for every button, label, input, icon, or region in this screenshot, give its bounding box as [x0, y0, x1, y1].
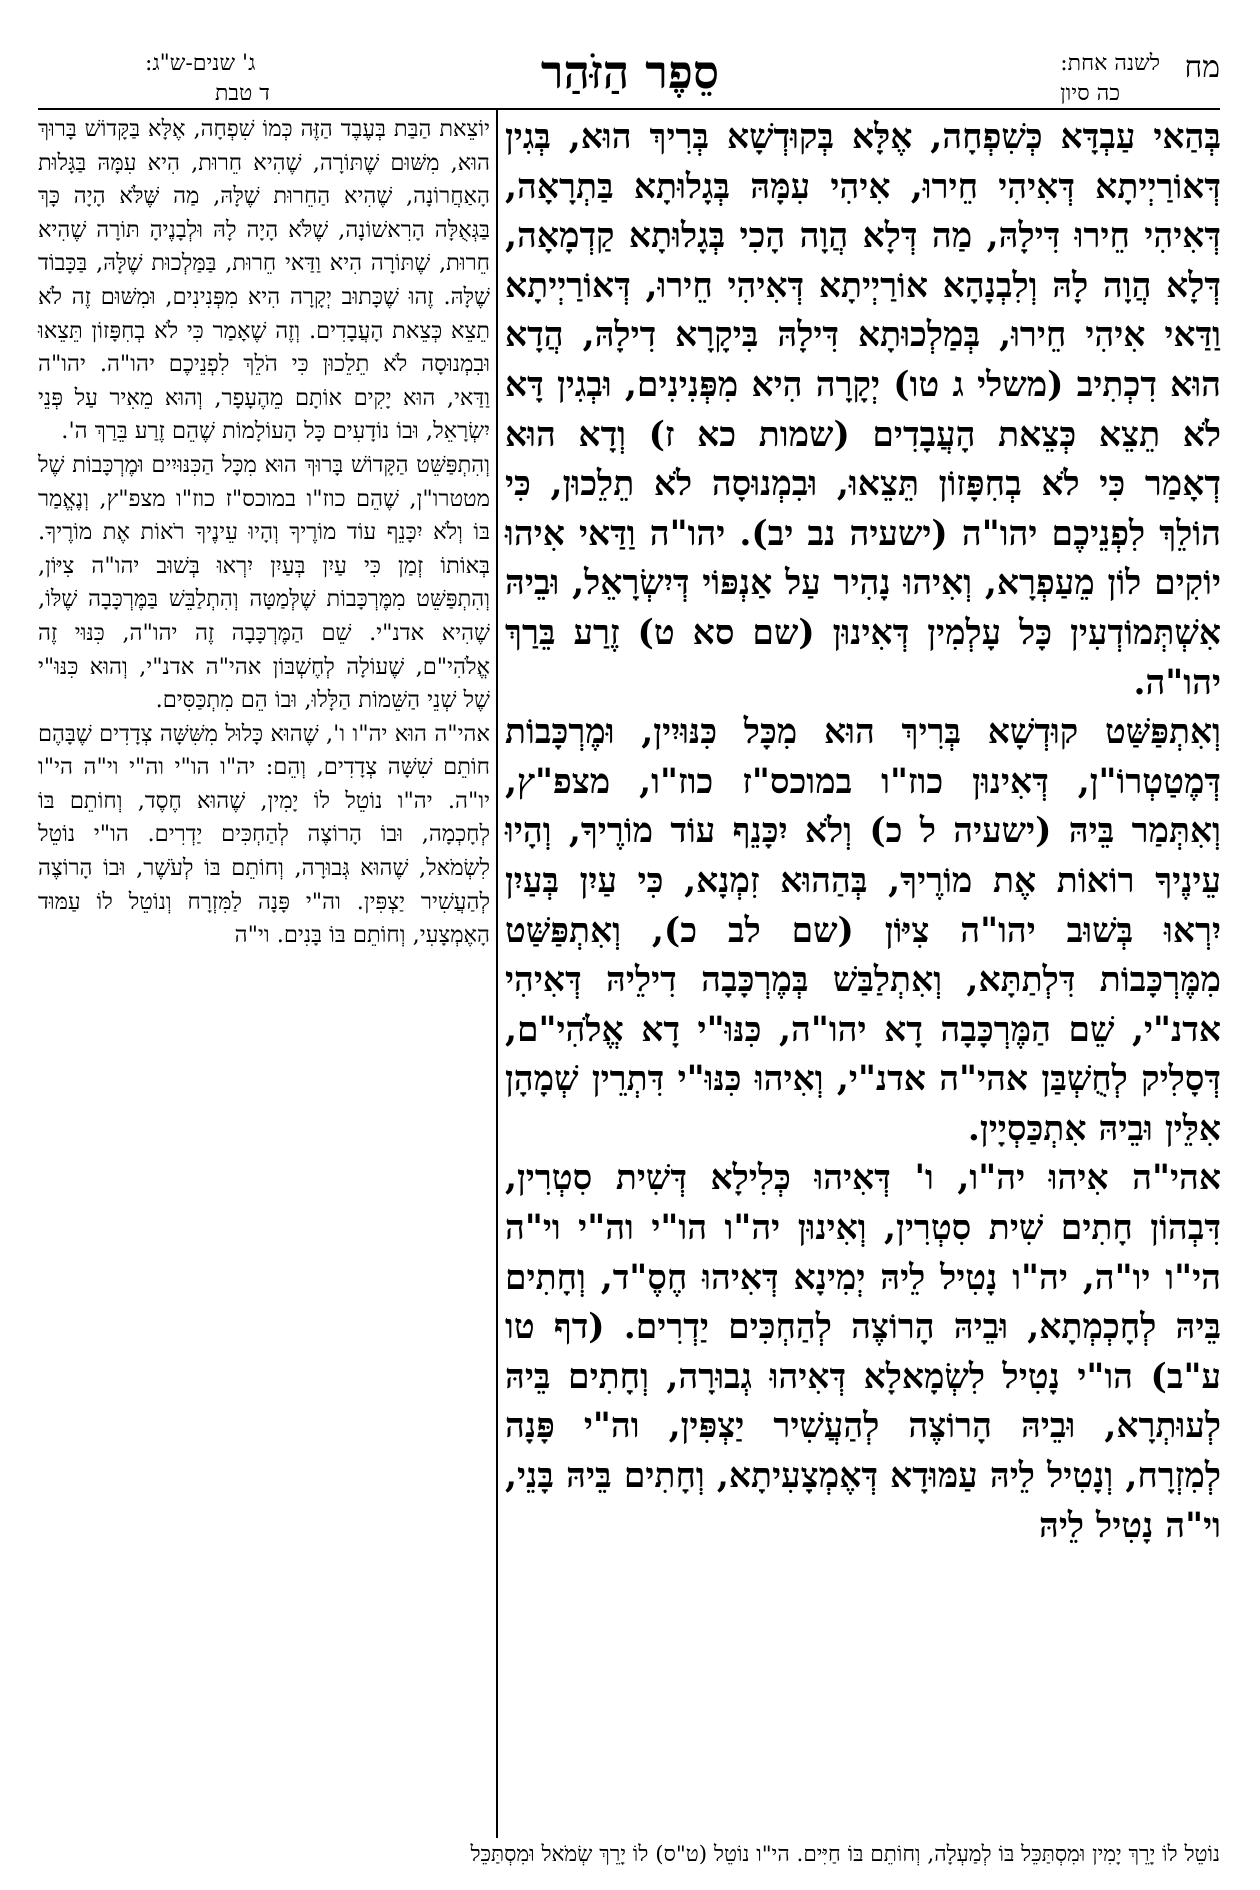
- schedule-one-year-label: לשנה אחת:: [1060, 51, 1160, 76]
- main-paragraph: בְּהַאי עַבְדָּא כְּשִׁפְחָה, אֶלָּא בְּקוּדְשָׁא בְּרִיךְ הוּא, בְּגִין דְּאוֹרַיְיתָא דְּאִיהִי חֵירוּ, אִיהִי עִמָּהּ בְּגָלוּתָא בַּתְרָאָה, דְּאִיהִי חֵירוּ דִּילָהּ, מַה דְּלָא הֲוָה הָכִי בְּגָלוּתָא קַדְמָאָה, דְּלָא הֲוָה לָהּ וְלִבְנָהָא אוֹרַיְיתָא דְּאִיהִי חֵירוּ, דְּאוֹרַיְיתָא וַדַּאי אִיהִי חֵירוּ, בְּמַלְכוּתָא דִּילָהּ בִּיקָרָא דִילָהּ, הֲדָא הוּא דִכְתִיב (משלי ג טו) יְקָרָה הִיא מִפְּנִינִים, וּבְגִין דָּא לֹא תֵצֵא כְּצֵאת הָעֲבָדִים (שמות כא ז) וְדָא הוּא דְאָמַר כִּי לֹא בְחִפָּזוֹן תֵּצֵאוּ, וּבִמְנוּסָה לֹא תֵלֵכוּן, כִּי הוֹלֵךְ לִפְנֵיכֶם יהו"ה (ישעיה נב יב). יהו"ה וַדַּאי אִיהוּ יוֹקִים לוֹן מֵעַפְרָא, וְאִיהוּ נָהִיר עַל אַנְפּוֹי דְּיִשְׂרָאֵל, וּבֵיהּ אִשְׁתְּמוֹדְעִין כָּל עָלְמִין דְּאִינוּן (שם סא ט) זֶרַע בֵּרַךְ יהו"ה.: [505, 117, 1221, 703]
- main-paragraph: אהי"ה אִיהוּ יה"ו, ו' דְּאִיהוּ כְּלִילָא דְּשִׁית סִטְרִין, דִּבְהוֹן חָתִים שִׁית סִטְרִין, וְאִינוּן יה"ו הו"י וה"י וי"ה הי"ו יו"ה, יה"ו נָטִיל לֵיהּ יְמִינָא דְּאִיהוּ חֶסֶ"ד, וְחָתִים בֵּיהּ לְחָכְמְתָא, וּבֵיהּ הָרוֹצֶה לְהַחְכִּים יַדְרִים. (דף טו ע"ב) הו"י נָטִיל לִשְׂמָאלָא דְּאִיהוּ גְבוּרָה, וְחָתִים בֵּיהּ לְעוּתְרָא, וּבֵיהּ הָרוֹצֶה לְהַעֲשִׁיר יַצְפִּין, וה"י פָּנָה לְמִזְרָח, וְנָטִיל לֵיהּ עַמּוּדָא דְּאֶמְצָעִיתָא, וְחָתִים בֵּיהּ בָּנֵי, וי"ה נָטִיל לֵיהּ: [505, 1158, 1221, 1546]
- main-paragraph: וְאִתְפַּשַּׁט קוּדְשָׁא בְּרִיךְ הוּא מִכָּל כִּנּוּיִין, וּמֶרְכָּבוֹת דְּמֶטַטְרוֹ"ן, דְּאִינוּן כוז"ו במוכס"ז כוז"ו, מצפ"ץ, וְאִתְּמַר בֵּיהּ (ישעיה ל כ) וְלֹא יִכָּנֵף עוֹד מוֹרֶיךָ, וְהָיוּ עֵינֶיךָ רוֹאוֹת אֶת מוֹרֶיךָ, בְּהַהוּא זִמְנָא, כִּי עַיִן בְּעַיִן יִרְאוּ בְּשׁוּב יהו"ה צִיּוֹן (שם לב כ), וְאִתְפַּשַּׁט מִמֶּרְכָּבוֹת דִּלְתַתָּא, וְאִתְלַבַּשׁ בְּמֶרְכָּבָה דִילֵיהּ דְּאִיהִי אדנ"י, שֵׁם הַמֶּרְכָּבָה דָא יהו"ה, כִּנּוּ"י דָא אֱלֹהִי"ם, דְּסָלִיק לְחֻשְׁבַּן אהי"ה אדנ"י, וְאִיהוּ כִּנּוּ"י דִּתְרֵין שְׁמָהָן אִלֵּין וּבֵיהּ אִתְכַּסְיָין.: [505, 712, 1221, 1149]
- translation-paragraph: יוֹצֵאת הַבַּת בְּעֶבֶד הַזֶּה כְּמוֹ שִׁפְחָה, אֶלָּא בַּקָּדוֹשׁ בָּרוּךְ הוּא, מִשּׁוּם שֶׁתּוֹרָה, שֶׁהִיא חֵרוּת, הִיא עִמָּהּ בַּגָּלוּת הָאַחֲרוֹנָה, שֶׁהִיא הַחֵרוּת שֶׁלָּהּ, מַה שֶּׁלֹּא הָיָה כָּךְ בַּגְּאֻלָּה הָרִאשׁוֹנָה, שֶׁלֹּא הָיָה לָהּ וּלְבָנֶיהָ תּוֹרָה שֶׁהִיא חֵרוּת, שֶׁתּוֹרָה הִיא וַדַּאי חֵרוּת, בַּמַּלְכוּת שֶׁלָּהּ, בַּכָּבוֹד שֶׁלָּהּ. זֶהוּ שֶׁכָּתוּב יְקָרָה הִיא מִפְּנִינִים, וּמִשּׁוּם זֶה לֹא תֵצֵא כְּצֵאת הָעֲבָדִים. וְזֶה שֶׁאָמַר כִּי לֹא בְחִפָּזוֹן תֵּצֵאוּ וּבִמְנוּסָה לֹא תֵלֵכוּן כִּי הֹלֵךְ לִפְנֵיכֶם יהו"ה. יהו"ה וַדַּאי, הוּא יָקִים אוֹתָם מֵהֶעָפָר, וְהוּא מֵאִיר עַל פְּנֵי יִשְׂרָאֵל, וּבוֹ נוֹדָעִים כָּל הָעוֹלָמוֹת שֶׁהֵם זֶרַע בֵּרַךְ ה'.: [38, 116, 490, 445]
- page-number: מח: [1184, 50, 1220, 85]
- schedule-three-year-date: ד טבת: [215, 81, 270, 106]
- page-title: סֵפֶר הַזֹּהַר: [540, 45, 720, 99]
- bottom-continuation-line: נוֹטֵל לוֹ יָרֵךְ יָמִין וּמִסְתַּכֵּל בּוֹ לְמַעְלָה, וְחוֹתֵם בּוֹ חַיִּים. הי"ו נוֹטֵל (ט"ס) לוֹ יָרֵךְ שְׂמֹאל וּמִסְתַּכֵּל: [470, 1842, 1220, 1867]
- header-rule: [38, 108, 1220, 110]
- translation-paragraph: וְהִתְפַּשֵּׁט הַקָּדוֹשׁ בָּרוּךְ הוּא מִכָּל הַכִּנּוּיִים וּמֶרְכָּבוֹת שֶׁל מטטרו"ן, שֶׁהֵם כוז"ו במוכס"ז כוז"ו מצפ"ץ, וְנֶאֱמַר בּוֹ וְלֹא יִכָּנֵף עוֹד מוֹרֶיךָ וְהָיוּ עֵינֶיךָ רֹאוֹת אֶת מוֹרֶיךָ. בְּאוֹתוֹ זְמַן כִּי עַיִן בְּעַיִן יִרְאוּ בְּשׁוּב יהו"ה צִיּוֹן, וְהִתְפַּשֵּׁט מִמֶּרְכָּבוֹת שֶׁלְּמַטָּה וְהִתְלַבֵּשׁ בַּמֶּרְכָּבָה שֶׁלּוֹ, שֶׁהִיא אדנ"י. שֵׁם הַמֶּרְכָּבָה זֶה יהו"ה, כִּנּוּי זֶה אֱלֹהִי"ם, שֶׁעוֹלָה לְחֶשְׁבּוֹן אהי"ה אדנ"י, וְהוּא כִּנּוּ"י שֶׁל שְׁנֵי הַשֵּׁמוֹת הַלָּלוּ, וּבוֹ הֵם מִתְכַּסִּים.: [38, 451, 490, 714]
- translation-paragraph: אהי"ה הוּא יה"ו ו', שֶׁהוּא כָּלוּל מִשִּׁשָּׁה צְדָדִים שֶׁבָּהֶם חוֹתֵם שִׁשָּׁה צְדָדִים, וְהֵם: יה"ו הו"י וה"י וי"ה הי"ו יו"ה. יה"ו נוֹטֵל לוֹ יָמִין, שֶׁהוּא חֶסֶד, וְחוֹתֵם בּוֹ לְחָכְמָה, וּבוֹ הָרוֹצֶה לְהַחְכִּים יַדְרִים. הו"י נוֹטֵל לִשְׂמֹאל, שֶׁהוּא גְּבוּרָה, וְחוֹתֵם בּוֹ לְעֹשֶׁר, וּבוֹ הָרוֹצֶה לְהַעֲשִׁיר יַצְפִּין. וה"י פָּנָה לַמִּזְרָח וְנוֹטֵל לוֹ עַמּוּד הָאֶמְצָעִי, וְחוֹתֵם בּוֹ בָּנִים. וי"ה: [38, 720, 490, 949]
- schedule-one-year-date: כה סיון: [1060, 81, 1120, 106]
- column-divider: [496, 110, 498, 1838]
- main-text-column: [505, 113, 1221, 1551]
- translation-column: [38, 113, 490, 953]
- schedule-three-year-label: ג' שנים-ש"ג:: [145, 51, 256, 76]
